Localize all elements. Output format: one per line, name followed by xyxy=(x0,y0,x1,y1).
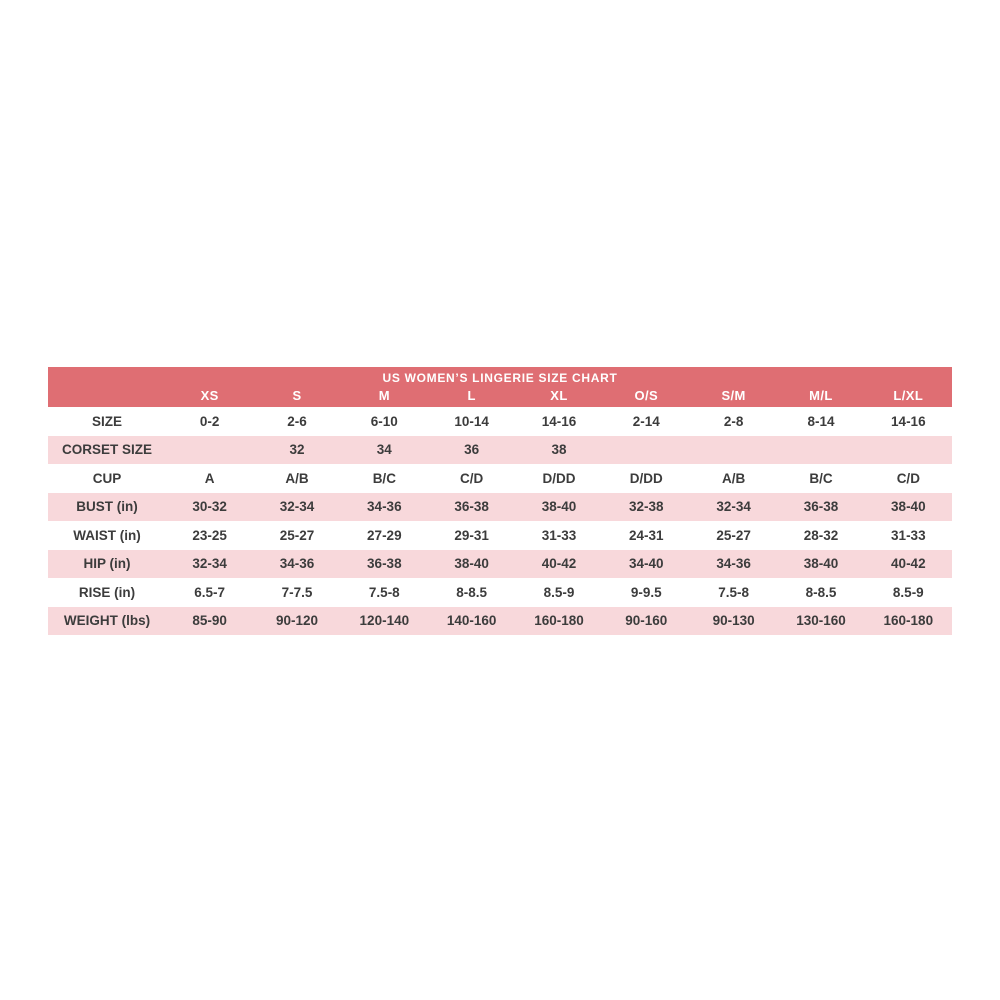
table-cell: 32-34 xyxy=(166,550,253,579)
table-cell: 8.5-9 xyxy=(892,584,924,600)
column-header-xs: XS xyxy=(166,388,253,407)
table-row xyxy=(48,550,952,579)
table-row xyxy=(48,407,952,436)
column-header-s-m: S/M xyxy=(690,388,777,407)
table-cell: 8.5-9 xyxy=(543,584,575,600)
table-cell: 6.5-7 xyxy=(194,584,226,600)
table-cell: C/D xyxy=(896,470,920,486)
table-cell: 38 xyxy=(515,436,602,465)
table-cell: 40-42 xyxy=(515,550,602,579)
table-cell: 38-40 xyxy=(865,493,952,522)
column-header-xl: XL xyxy=(515,388,602,407)
table-row xyxy=(48,521,952,550)
table-cell: 6-10 xyxy=(370,413,398,429)
table-cell: 36-38 xyxy=(341,550,428,579)
table-cell: 2-6 xyxy=(287,413,307,429)
row-label: HIP (in) xyxy=(48,550,166,579)
table-cell: A xyxy=(204,470,215,486)
table-cell xyxy=(603,436,690,465)
table-title: US WOMEN’S LINGERIE SIZE CHART xyxy=(48,367,952,388)
table-cell: 90-130 xyxy=(690,607,777,636)
table-cell: 30-32 xyxy=(166,493,253,522)
table-cell: 32-34 xyxy=(253,493,340,522)
column-header-l: L xyxy=(428,388,515,407)
size-chart xyxy=(48,367,952,635)
table-cell: 34-40 xyxy=(603,550,690,579)
table-cell: 23-25 xyxy=(192,527,227,543)
column-header-l-xl: L/XL xyxy=(865,388,952,407)
table-cell: 36-38 xyxy=(428,493,515,522)
table-cell: B/C xyxy=(809,470,833,486)
table-cell: 32-38 xyxy=(603,493,690,522)
row-label: BUST (in) xyxy=(48,493,166,522)
table-cell: 130-160 xyxy=(777,607,864,636)
table-cell: 28-32 xyxy=(803,527,839,543)
table-cell: 34-36 xyxy=(341,493,428,522)
column-header-s: S xyxy=(253,388,340,407)
table-cell: 2-14 xyxy=(632,413,660,429)
table-cell: 10-14 xyxy=(454,413,489,429)
table-cell xyxy=(166,436,253,465)
table-cell: 31-33 xyxy=(541,527,577,543)
table-cell: 32-34 xyxy=(690,493,777,522)
table-cell: 32 xyxy=(253,436,340,465)
size-chart-table xyxy=(48,367,952,635)
table-row xyxy=(48,578,952,607)
table-cell: A/B xyxy=(722,470,746,486)
row-label: CUP xyxy=(92,470,122,486)
table-cell: 90-120 xyxy=(253,607,340,636)
row-label: SIZE xyxy=(91,413,122,429)
corner-cell xyxy=(48,388,166,407)
table-cell xyxy=(865,436,952,465)
table-cell: 14-16 xyxy=(891,413,926,429)
table-cell: 34-36 xyxy=(253,550,340,579)
column-header-o-s: O/S xyxy=(603,388,690,407)
title-row xyxy=(48,367,952,388)
table-cell: 8-8.5 xyxy=(456,584,488,600)
table-cell: 2-8 xyxy=(723,413,744,429)
table-cell: 27-29 xyxy=(367,527,402,543)
table-cell: 25-27 xyxy=(279,527,315,543)
table-cell: A/B xyxy=(285,470,309,486)
table-cell: 31-33 xyxy=(891,527,926,543)
table-row xyxy=(48,493,952,522)
table-cell: 90-160 xyxy=(603,607,690,636)
table-cell: 25-27 xyxy=(716,527,751,543)
row-label: WAIST (in) xyxy=(73,527,141,543)
table-cell: 38-40 xyxy=(777,550,864,579)
table-cell: 7.5-8 xyxy=(718,584,750,600)
table-cell: 7.5-8 xyxy=(368,584,400,600)
table-cell: 9-9.5 xyxy=(630,584,662,600)
table-cell: 160-180 xyxy=(515,607,602,636)
table-cell: 38-40 xyxy=(428,550,515,579)
table-cell: 29-31 xyxy=(454,527,489,543)
table-cell: 160-180 xyxy=(865,607,952,636)
column-header-m: M xyxy=(341,388,428,407)
table-cell: 8-14 xyxy=(807,413,835,429)
table-cell: 85-90 xyxy=(166,607,253,636)
table-cell: D/DD xyxy=(542,470,576,486)
table-row xyxy=(48,436,952,465)
table-cell xyxy=(690,436,777,465)
table-cell: 140-160 xyxy=(428,607,515,636)
column-header-m-l: M/L xyxy=(777,388,864,407)
table-cell: 8-8.5 xyxy=(805,584,837,600)
table-cell: 120-140 xyxy=(341,607,428,636)
row-label: CORSET SIZE xyxy=(48,436,166,465)
table-cell xyxy=(777,436,864,465)
table-row xyxy=(48,607,952,636)
table-cell: 36 xyxy=(428,436,515,465)
table-cell: 36-38 xyxy=(777,493,864,522)
table-row xyxy=(48,464,952,493)
row-label: WEIGHT (lbs) xyxy=(48,607,166,636)
table-cell: 7-7.5 xyxy=(281,584,313,600)
table-cell: 0-2 xyxy=(199,413,220,429)
table-cell: 34-36 xyxy=(690,550,777,579)
table-cell: 38-40 xyxy=(515,493,602,522)
table-cell: D/DD xyxy=(629,470,663,486)
column-header-row xyxy=(48,388,952,407)
table-cell: C/D xyxy=(460,470,484,486)
table-cell: B/C xyxy=(372,470,396,486)
table-cell: 24-31 xyxy=(629,527,664,543)
row-label: RISE (in) xyxy=(78,584,136,600)
table-cell: 34 xyxy=(341,436,428,465)
table-cell: 14-16 xyxy=(541,413,577,429)
table-cell: 40-42 xyxy=(865,550,952,579)
